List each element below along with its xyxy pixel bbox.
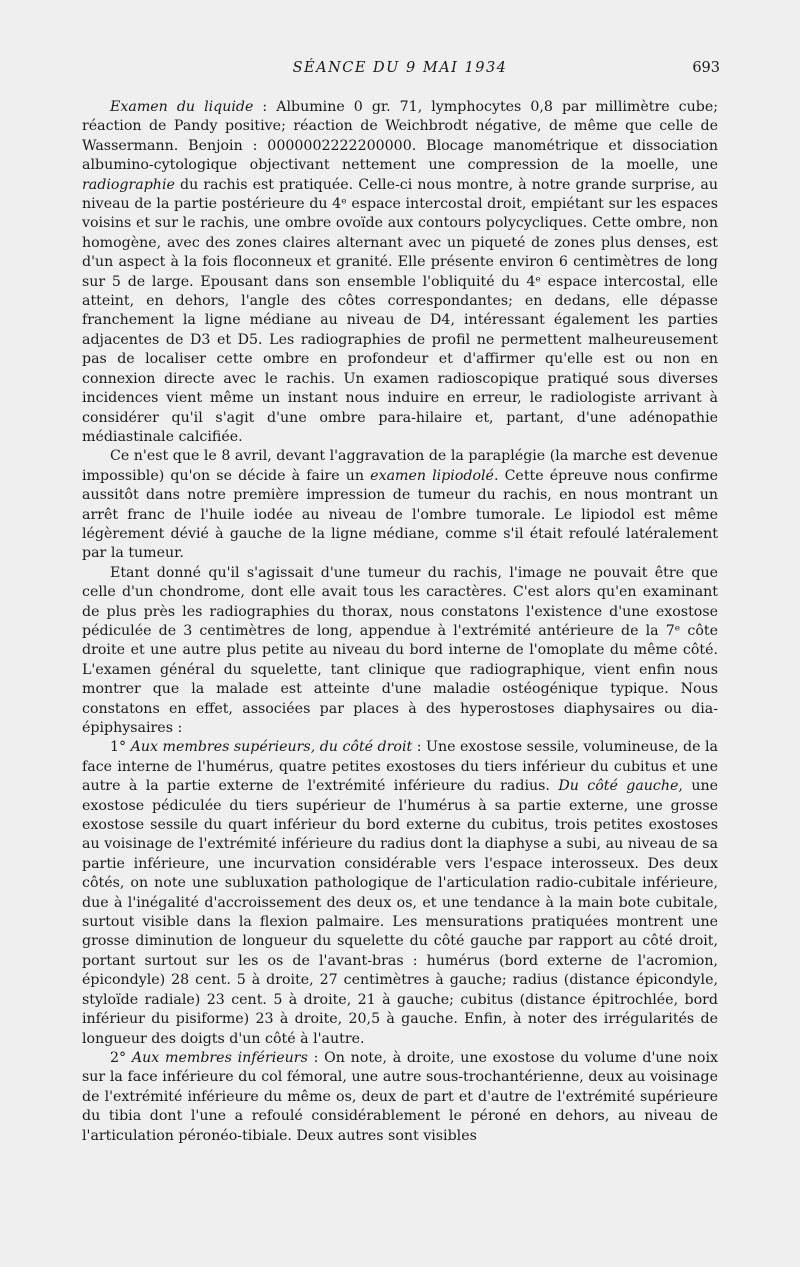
paragraph-4-italic-a: Aux membres supérieurs, du côté droit <box>126 739 413 756</box>
paragraph-1-italic: radiographie <box>82 176 175 193</box>
paragraph-3-text: Etant donné qu'il s'agissait d'une tumeur du rachis, l'image ne pouvait être que celle d'un chondrome, dont elle avait tous les caractères. C'est alors qu'en examinant de plus près les radiographies du thorax, nous constatons l'existence d'une exostose pédiculée de 3 centimètres de long, appendue à l'extrémité antérieure de la 7ᵉ côte droite et une autre plus petite au niveau du bord interne de l'omoplate du même côté. L'examen général du squelette, tant clinique que radiographique, vient enfin nous montrer que la malade est atteinte d'une maladie ostéogénique typique. Nous constatons en effet, associées par places à des hyperostoses diaphysaires ou dia-épiphysaires : <box>82 564 718 736</box>
paragraph-4-text-a: : Une exostose sessile, volumineuse, de la face interne de l'humérus, quatre petites exostoses du tiers inférieur du cubitus et une autre à la partie externe de l'extrémité inférieure du radius. <box>82 739 718 795</box>
paragraph-2 <box>82 447 718 563</box>
paragraph-5-number: 2° <box>110 1049 127 1066</box>
running-head <box>80 60 720 82</box>
paragraph-4-text-b: , une exostose pédiculée du tiers supérieur de l'humérus à sa partie externe, une grosse exostose sessile du quart inférieur du bord externe du cubitus, trois petites exostoses au voisinage de l'extrémité inférieure du radius dont la diaphyse a subi, au niveau de sa partie inférieure, une incurvation considérable vers l'espace interosseux. Des deux côtés, on note une subluxation pathologique de l'articulation radio-cubitale inférieure, due à l'inégalité d'accroissement des deux os, et une tendance à la main bote cubitale, surtout visible dans la flexion palmaire. Les mensurations pratiquées montrent une grosse diminution de longueur du squelette du côté gauche par rapport au côté droit, portant surtout sur les os de l'avant-bras : humérus (bord externe de l'acromion, épicondyle) 28 cent. 5 à droite, 27 centimètres à gauche; radius (distance épicondyle, styloïde radiale) 23 cent. 5 à droite, 21 à gauche; cubitus (distance épitrochlée, bord inférieur du pisiforme) 23 à droite, 20,5 à gauche. Enfin, à noter des irrégularités de longueur des doigts d'un côté à l'autre. <box>82 778 718 1047</box>
paragraph-1-text-b: du rachis est pratiquée. Celle-ci nous montre, à notre grande surprise, au niveau de la partie postérieure du 4ᵉ espace intercostal droit, empiétant sur les espaces voisins et sur le rachis, une ombre ovoïde aux contours polycycliques. Cette ombre, non homogène, avec des zones claires alternant avec un piqueté de zones plus denses, est d'un aspect à la fois floconneux et granité. Elle présente environ 6 centimètres de long sur 5 de large. Epousant dans son ensemble l'obliquité du 4ᵉ espace intercostal, elle atteint, en dehors, l'angle des côtes correspondantes; en dedans, elle dépasse franchement la ligne médiane au niveau de D4, intéressant également les parties adjacentes de D3 et D5. Les radiographies de profil ne permettent malheureusement pas de localiser cette ombre en profondeur et d'affirmer qu'elle est ou non en connexion directe avec le rachis. Un examen radioscopique pratiqué sous diverses incidences vient même un instant nous induire en erreur, le radiologiste arrivant à considérer qu'il s'agit d'une ombre para-hilaire et, partant, d'une adénopathie médiastinale calcifiée. <box>82 176 718 445</box>
paragraph-5 <box>82 1049 718 1146</box>
paragraph-2-text-b: . Cette épreuve nous confirme aussitôt dans notre première impression de tumeur du rachis, en nous montrant un arrêt franc de l'huile iodée au niveau de l'ombre tumorale. Le lipiodol est même légèrement dévié à gauche de la ligne médiane, comme s'il était refoulé latéralement par la tumeur. <box>82 467 718 562</box>
paragraph-5-text: : On note, à droite, une exostose du volume d'une noix sur la face inférieure du col fémoral, une autre sous-trochantérienne, deux au voisinage de l'extrémité inférieure du même os, deux de part et d'autre de l'extrémité supérieure du tibia dont l'une a refoulé considérablement le péroné en dehors, au niveau de l'articulation péronéo-tibiale. Deux autres sont visibles <box>82 1049 718 1144</box>
page-number: 693 <box>692 60 720 76</box>
paragraph-4-number: 1° <box>110 739 127 756</box>
body-text <box>82 98 718 1146</box>
paragraph-2-italic: examen lipiodolé <box>370 467 494 484</box>
paragraph-1 <box>82 98 718 447</box>
paragraph-1-lead: Examen du liquide <box>110 99 254 115</box>
paragraph-4 <box>82 738 718 1049</box>
paragraph-4-italic-b: Du côté gauche <box>558 778 679 795</box>
paragraph-3 <box>82 564 718 739</box>
paragraph-1-text-a: : Albumine 0 gr. 71, lymphocytes 0,8 par millimètre cube; réaction de Pandy positive; réaction de Weichbrodt négative, de même que celle de Wassermann. Benjoin : 0000002222200000. Blocage manométrique et dissociation albumino-cytologique objectivant nettement une compression de la moelle, une <box>82 99 718 174</box>
paragraph-2-text-a: Ce n'est que le 8 avril, devant l'aggravation de la paraplégie (la marche est devenue impossible) qu'on se décide à faire un <box>82 448 718 484</box>
paragraph-5-italic: Aux membres inférieurs <box>126 1049 308 1066</box>
running-title: SÉANCE DU 9 MAI 1934 <box>292 60 508 76</box>
